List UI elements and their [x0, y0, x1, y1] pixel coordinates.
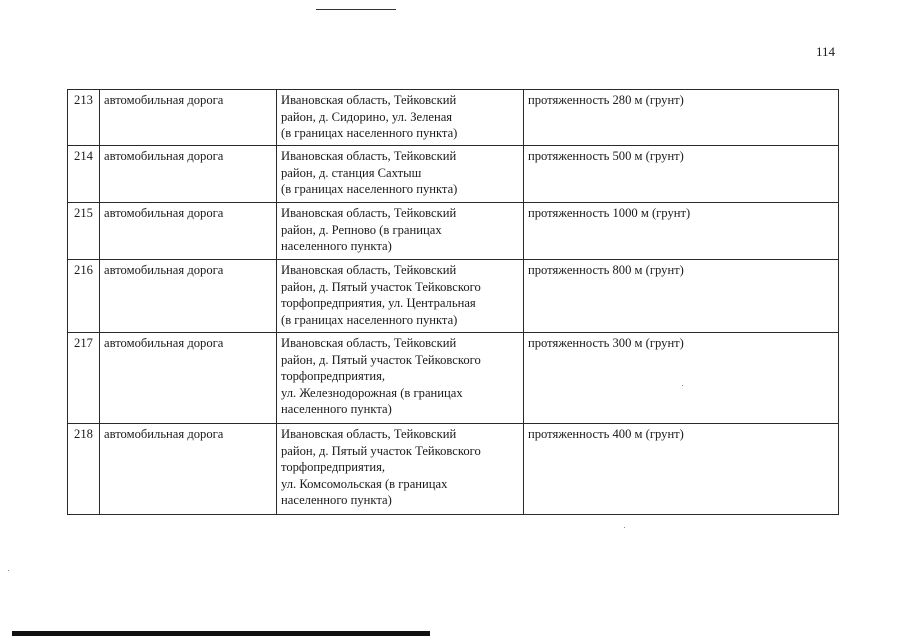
object-length: протяженность 400 м (грунт)	[524, 424, 839, 515]
address-line: район, д. Пятый участок Тейковского	[281, 279, 481, 294]
object-address	[277, 203, 524, 260]
object-type: автомобильная дорога	[100, 333, 277, 424]
address-line: ул. Комсомольская (в границах	[281, 476, 448, 491]
object-address	[277, 333, 524, 424]
address-line: район, д. Репново (в границах	[281, 222, 442, 237]
address-line: Ивановская область, Тейковский	[281, 336, 457, 350]
object-length: протяженность 1000 м (грунт)	[524, 203, 839, 260]
address-line: Ивановская область, Тейковский	[281, 206, 457, 220]
address-line: (в границах населенного пункта)	[281, 126, 458, 141]
object-address	[277, 90, 524, 146]
address-line: (в границах населенного пункта)	[281, 312, 458, 327]
address-line: населенного пункта)	[281, 402, 392, 417]
table-row	[68, 146, 839, 203]
address-line: Ивановская область, Тейковский	[281, 427, 457, 441]
object-type: автомобильная дорога	[100, 424, 277, 515]
object-type: автомобильная дорога	[100, 203, 277, 260]
row-number: 217	[68, 333, 100, 424]
scan-speck	[624, 527, 625, 528]
object-address	[277, 146, 524, 203]
address-line: район, д. Пятый участок Тейковского	[281, 352, 481, 367]
scan-edge-bar	[12, 631, 430, 636]
address-line: Ивановская область, Тейковский	[281, 263, 457, 277]
row-number: 215	[68, 203, 100, 260]
object-length: протяженность 500 м (грунт)	[524, 146, 839, 203]
page-number: 114	[815, 44, 835, 59]
top-rule	[316, 9, 396, 10]
address-line: район, д. станция Сахтыш	[281, 165, 422, 180]
object-length: протяженность 800 м (грунт)	[524, 260, 839, 333]
scan-speck	[8, 570, 9, 571]
scan-speck	[682, 385, 683, 386]
address-line: Ивановская область, Тейковский	[281, 149, 457, 163]
object-type: автомобильная дорога	[100, 260, 277, 333]
roads-table	[67, 89, 839, 515]
row-number: 216	[68, 260, 100, 333]
table-row	[68, 260, 839, 333]
address-line: ул. Железнодорожная (в границах	[281, 385, 463, 400]
address-line: район, д. Сидорино, ул. Зеленая	[281, 109, 453, 124]
address-line: населенного пункта)	[281, 239, 392, 254]
address-line: торфопредприятия, ул. Центральная	[281, 296, 476, 311]
address-line: торфопредприятия,	[281, 460, 386, 475]
address-line: Ивановская область, Тейковский	[281, 93, 457, 107]
object-type: автомобильная дорога	[100, 90, 277, 146]
object-address	[277, 260, 524, 333]
table-body	[68, 90, 839, 515]
row-number: 214	[68, 146, 100, 203]
table-row	[68, 90, 839, 146]
address-line: (в границах населенного пункта)	[281, 182, 458, 197]
address-line: населенного пункта)	[281, 493, 392, 508]
table-row	[68, 203, 839, 260]
object-type: автомобильная дорога	[100, 146, 277, 203]
row-number: 213	[68, 90, 100, 146]
table-row	[68, 333, 839, 424]
table-row	[68, 424, 839, 515]
object-length: протяженность 280 м (грунт)	[524, 90, 839, 146]
address-line: район, д. Пятый участок Тейковского	[281, 443, 481, 458]
object-length: протяженность 300 м (грунт)	[524, 333, 839, 424]
row-number: 218	[68, 424, 100, 515]
address-line: торфопредприятия,	[281, 369, 386, 384]
object-address	[277, 424, 524, 515]
